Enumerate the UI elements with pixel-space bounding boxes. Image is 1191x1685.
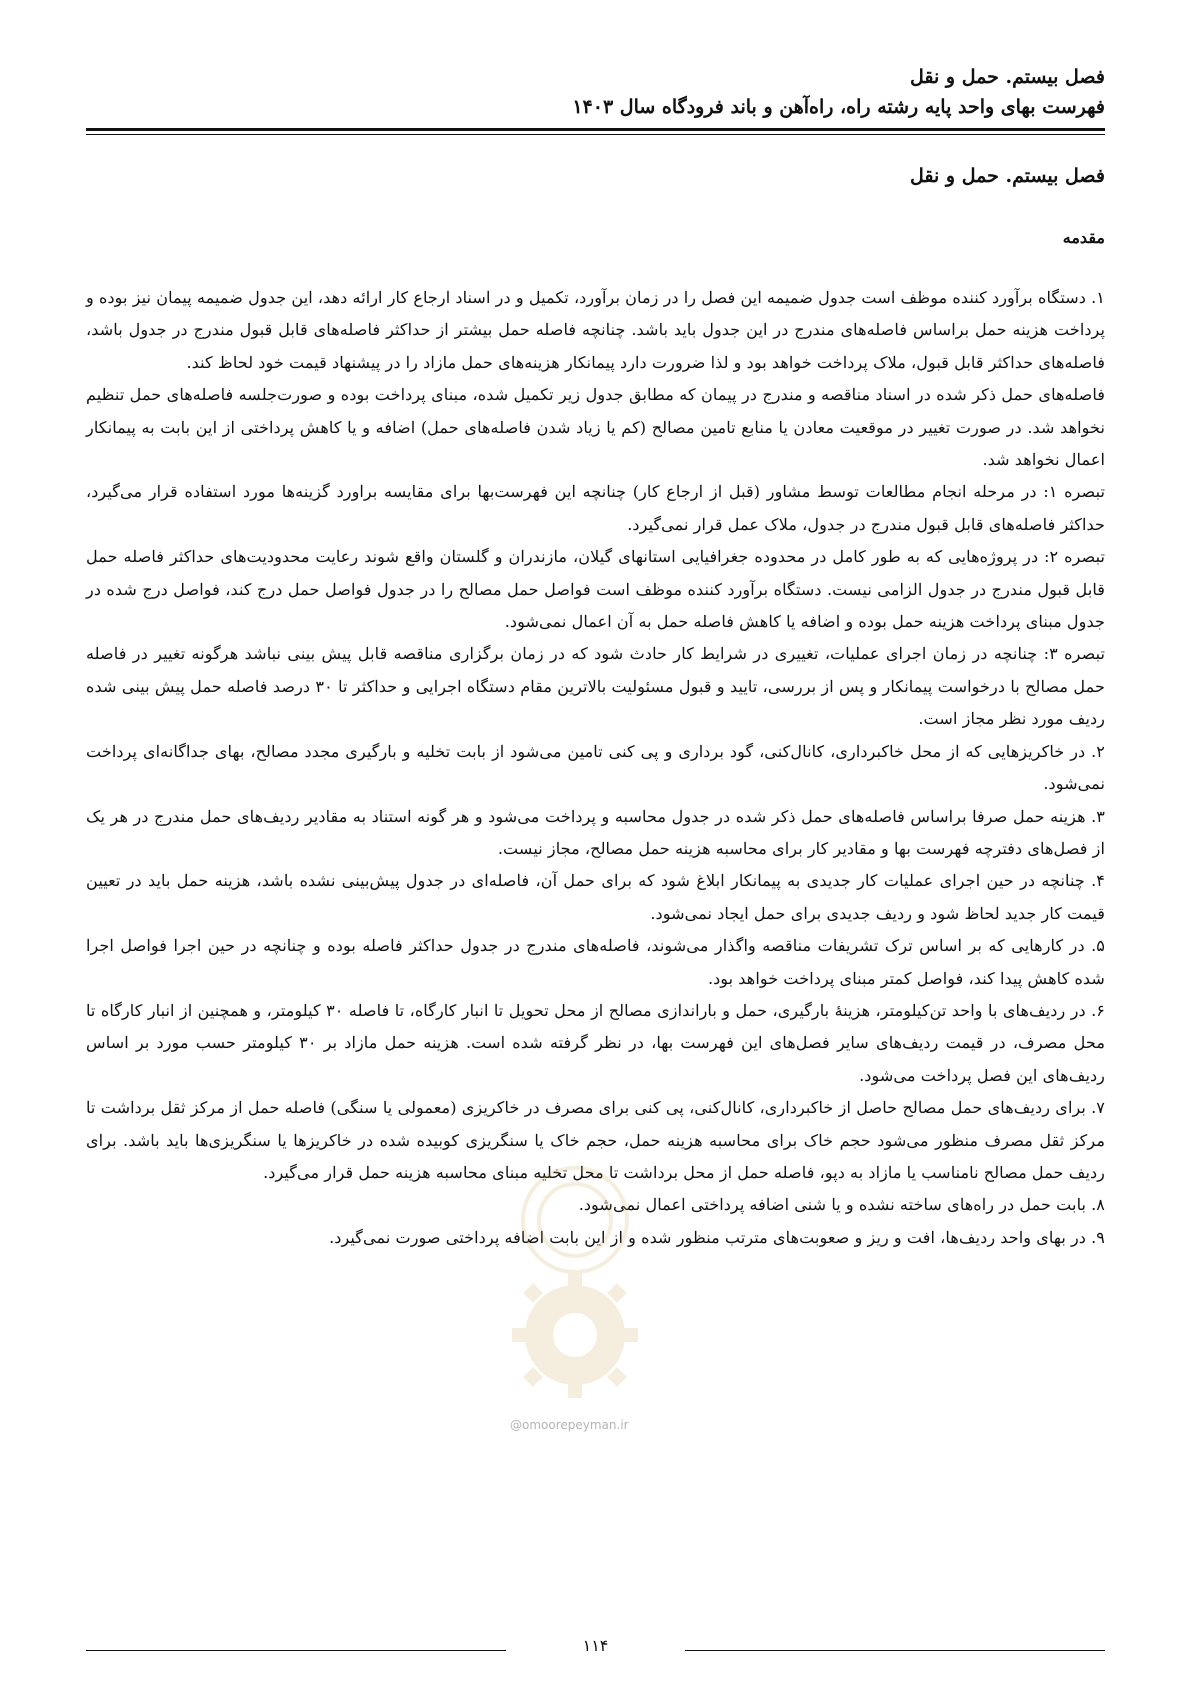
note-2: تبصره ۲: در پروژه‌هایی که به طور کامل در محدوده جغرافیایی استانهای گیلان، مازندران و گلستان واقع شوند رعایت محدودیت‌های حداکثر فاصله حمل قابل قبول مندرج در جدول الزامی نیست. دستگاه برآورد کننده موظف است فواصل حمل مصالح را در جدول فواصل حمل درج کند، فواصل درج شده در جدول مبنای پرداخت هزینه حمل بوده و اضافه یا کاهش فاصله حمل به آن اعمال نمی‌شود. — [86, 547, 1105, 632]
paragraph-7: ۷. برای ردیف‌های حمل مصالح حاصل از خاکبرداری، کانال‌کنی، پی کنی برای مصرف در خاکریزی (معمولی یا سنگی) فاصله حمل از مرکز ثقل برداشت تا مرکز ثقل مصرف منظور می‌شود حجم خاک برای محاسبه هزینه حمل، حجم خاک یا سنگریزی کوبیده شده در خاکریزها یا سنگریزی‌ها باید باشد. برای ردیف حمل مصالح نامناسب یا مازاد به دپو، فاصله حمل از محل برداشت تا محل تخلیه مبنای محاسبه هزینه حمل قرار می‌گیرد. — [86, 1098, 1105, 1182]
header-rule-thin — [86, 134, 1105, 135]
paragraph-8: ۸. بابت حمل در راه‌های ساخته نشده و یا شنی اضافه پرداختی اعمال نمی‌شود. — [578, 1195, 1105, 1215]
paragraph-4: ۴. چنانچه در حین اجرای عملیات کار جدیدی به پیمانکار ابلاغ شود که برای حمل آن، فاصله‌ای در جدول پیش‌بینی نشده باشد، هزینه حمل باید در تعیین قیمت کار جدید لحاظ شود و ردیف جدیدی برای حمل ایجاد نمی‌شود. — [86, 871, 1105, 923]
body-text — [86, 282, 1105, 1254]
page-header — [86, 62, 1105, 122]
note-3: تبصره ۳: چنانچه در زمان اجرای عملیات، تغییری در شرایط کار حادث شود که در زمان برگزاری مناقصه قابل پیش بینی نباشد هرگونه تغییر در فاصله حمل مصالح با درخواست پیمانکار و پس از بررسی، تایید و قبول مسئولیت بالاترین مقام دستگاه اجرایی و حداکثر تا ۳۰ درصد فاصله حمل پیش بینی شده ردیف مورد نظر مجاز است. — [86, 644, 1105, 729]
page-footer — [86, 1632, 1105, 1662]
chapter-title: فصل بیستم. حمل و نقل — [910, 165, 1105, 187]
header-rule-thick — [86, 128, 1105, 131]
header-document-title: فهرست بهای واحد پایه رشته راه، راه‌آهن و باند فرودگاه سال ۱۴۰۳ — [572, 96, 1105, 118]
paragraph-3: ۳. هزینه حمل صرفا براساس فاصله‌های حمل ذکر شده در جدول محاسبه و پرداخت می‌شود و هر گونه استناد به مقادیر ردیف‌های حمل مندرج در هر یک از فصل‌های دفترچه فهرست بها و مقادیر کار برای محاسبه هزینه حمل مصالح، مجاز نیست. — [86, 806, 1105, 858]
paragraph-distances: فاصله‌های حمل ذکر شده در اسناد مناقصه و مندرج در پیمان که مطابق جدول زیر تکمیل شده، مبنای پرداخت بوده و صورت‌جلسه فاصله‌های حمل تنظیم نخواهد شد. در صورت تغییر در موقعیت معادن یا منابع تامین مصالح (کم یا زیاد شدن فاصله‌های حمل) اضافه و یا کاهش پرداختی از این بابت به پیمانکار اعمال نخواهد شد. — [86, 385, 1105, 470]
section-title: مقدمه — [1062, 228, 1105, 247]
note-1: تبصره ۱: در مرحله انجام مطالعات توسط مشاور (قبل از ارجاع کار) چنانچه این فهرست‌بها برای مقایسه براورد گزینه‌ها مورد استفاده قرار می‌گیرد، حداکثر فاصله‌های قابل قبول مندرج در جدول، ملاک عمل قرار نمی‌گیرد. — [86, 482, 1105, 534]
paragraph-9: ۹. در بهای واحد ردیف‌ها، افت و ریز و صعوبت‌های مترتب منظور شده و از این بابت اضافه پرداختی صورت نمی‌گیرد. — [329, 1227, 1105, 1247]
watermark-url: @omoorepeyman.ir — [510, 1418, 629, 1432]
paragraph-1: ۱. دستگاه برآورد کننده موظف است جدول ضمیمه این فصل را در زمان برآورد، تکمیل و در اسناد ارجاع کار ارائه دهد، این جدول ضمیمه پیمان نیز بوده و پرداخت هزینه حمل براساس فاصله‌های مندرج در این جدول باید باشد. چنانچه فاصله حمل بیشتر از حداکثر فاصله‌های قابل قبول مندرج در جدول باشد، فاصله‌های حداکثر قابل قبول، ملاک پرداخت خواهد بود و لذا ضرورت دارد پیمانکار هزینه‌های حمل مازاد را در پیشنهاد قیمت خود لحاظ کند. — [86, 288, 1105, 372]
paragraph-5: ۵. در کارهایی که بر اساس ترک تشریفات مناقصه واگذار می‌شوند، فاصله‌های مندرج در جدول حداکثر فاصله بوده و چنانچه در حین اجرا فواصل اجرا شده کاهش پیدا کند، فواصل کمتر مبنای پرداخت خواهد بود. — [86, 936, 1105, 988]
paragraph-2: ۲. در خاکریزهایی که از محل خاکبرداری، کانال‌کنی، گود برداری و پی کنی تامین می‌شود از بابت تخلیه و بارگیری مجدد مصالح، بهای جداگانه‌ای پرداخت نمی‌شود. — [86, 741, 1105, 794]
header-chapter-line: فصل بیستم. حمل و نقل — [910, 66, 1105, 88]
footer-rule-left — [86, 1650, 506, 1651]
paragraph-6: ۶. در ردیف‌های با واحد تن‌کیلومتر، هزینهٔ بارگیری، حمل و باراندازی مصالح از محل تحویل تا انبار کارگاه، تا فاصله ۳۰ کیلومتر، و همچنین از انبار کارگاه تا محل مصرف، در قیمت ردیف‌های سایر فصل‌های این فهرست بها، در نظر گرفته شده است. هزینه حمل مازاد بر ۳۰ کیلومتر حسب مورد بر اساس ردیف‌های این فصل پرداخت می‌شود. — [86, 1000, 1105, 1085]
page-number: ۱۱۴ — [582, 1636, 609, 1655]
